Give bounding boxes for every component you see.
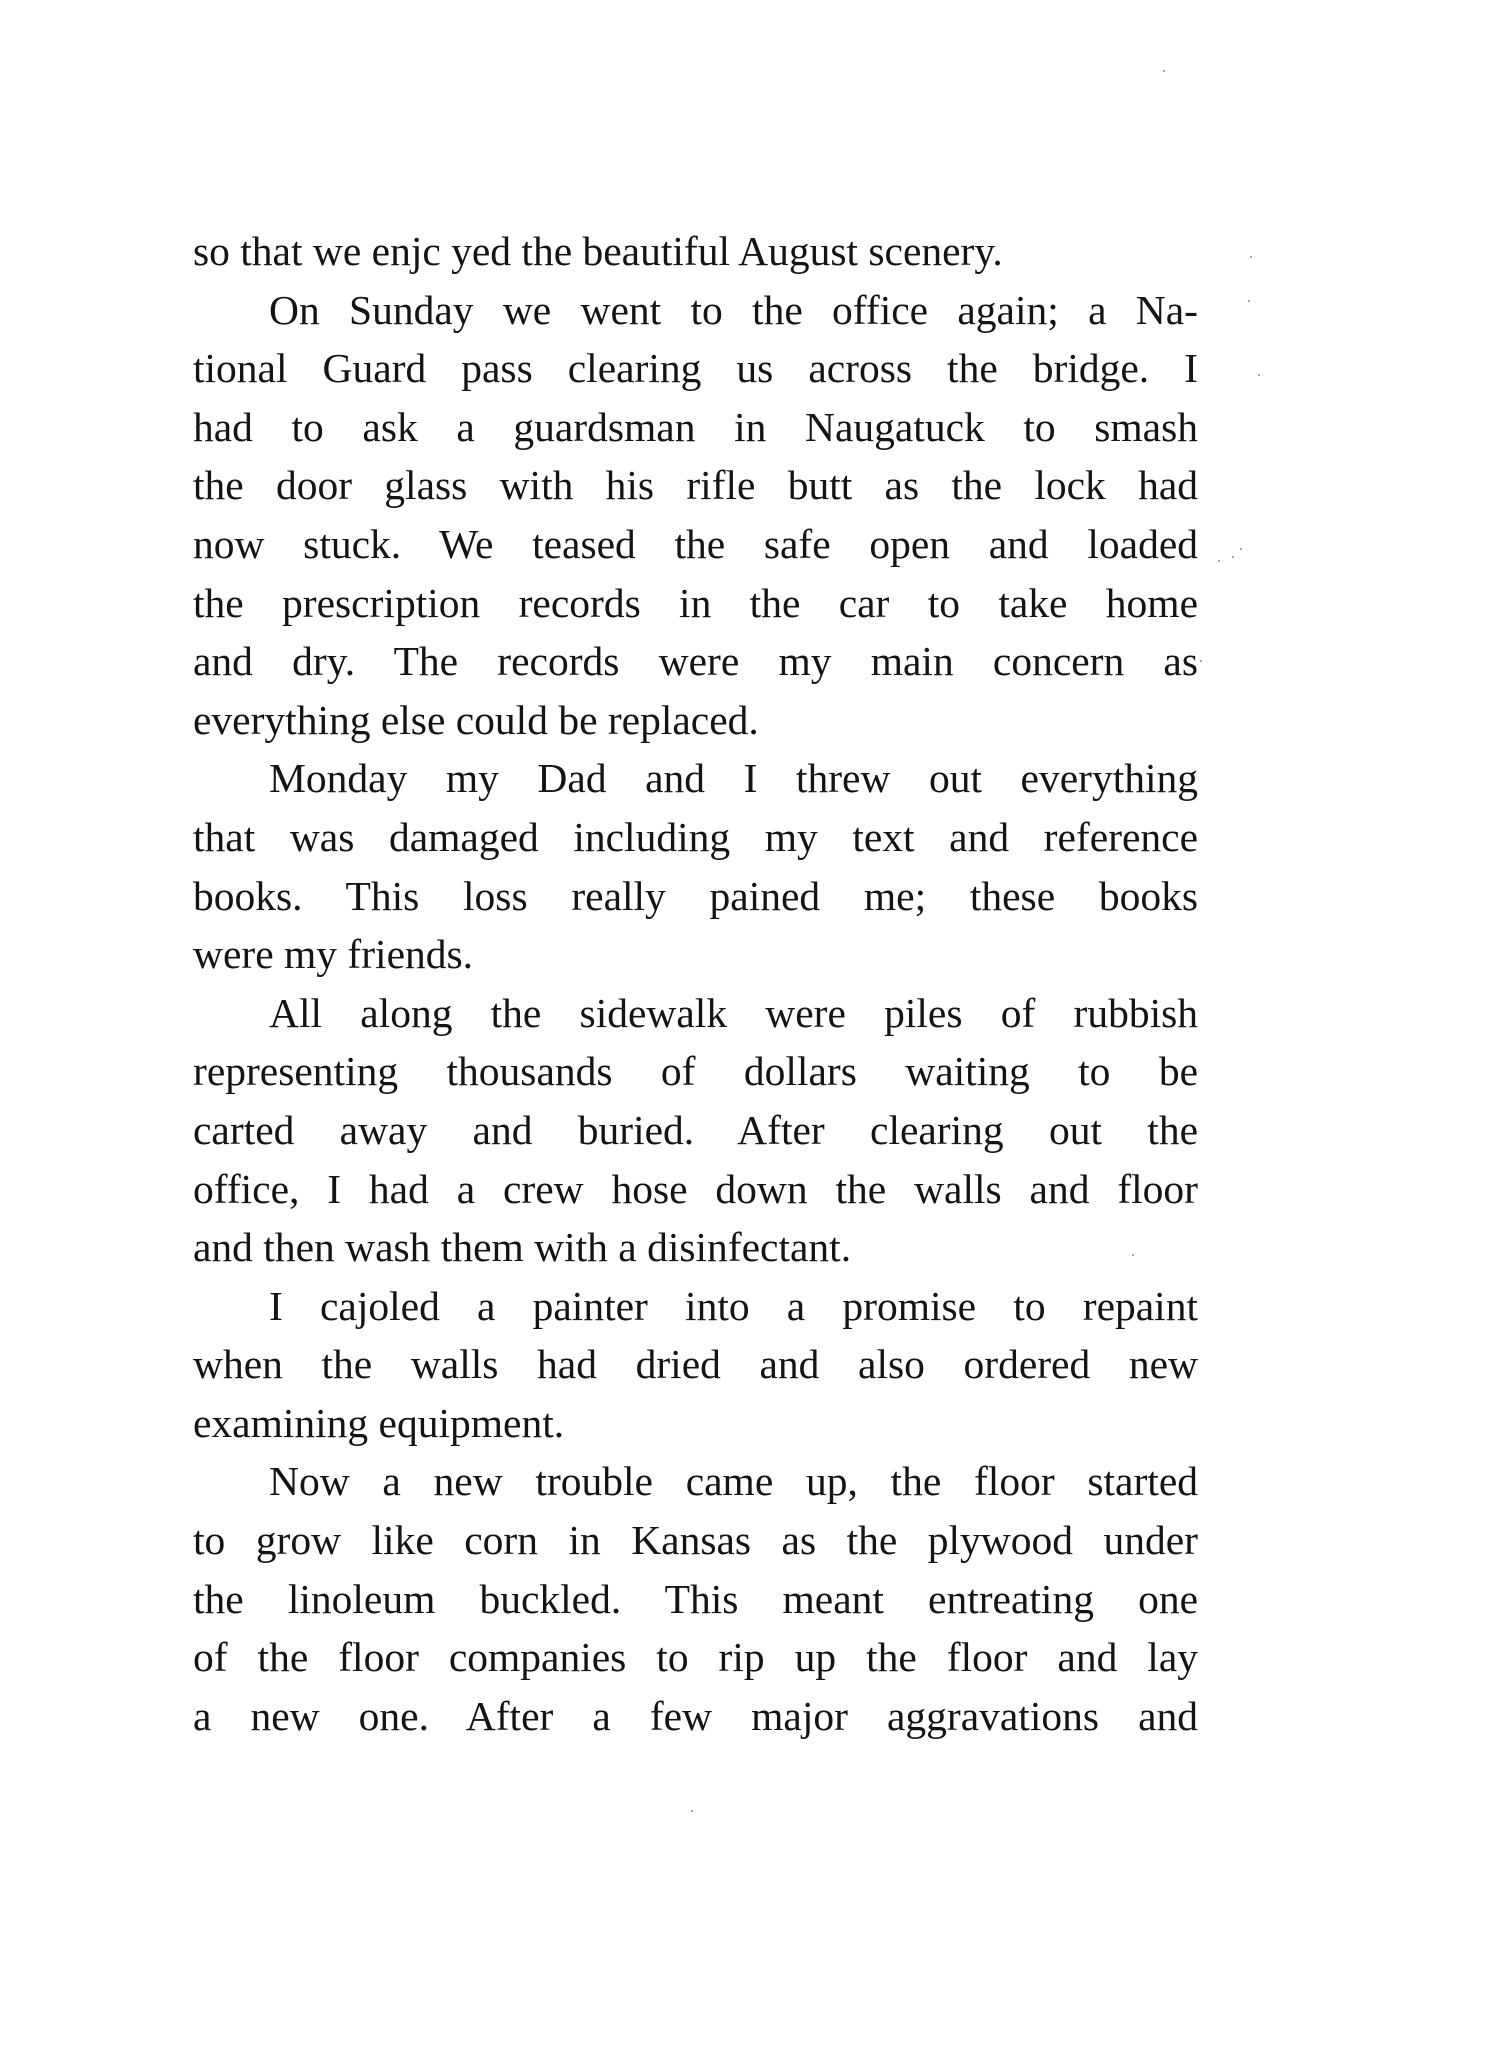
text-line: when the walls had dried and also ordered new	[193, 1341, 1198, 1388]
paragraph-first-line: On Sunday we went to the office again; a Na-	[269, 286, 1198, 333]
scan-speck	[1163, 70, 1165, 72]
text-line: a new one. After a few major aggravations and	[193, 1692, 1198, 1739]
text-line: of the floor companies to rip up the floor and lay	[193, 1634, 1198, 1681]
text-line: carted away and buried. After clearing out the	[193, 1106, 1198, 1153]
text-line: the prescription records in the car to take home	[193, 579, 1198, 626]
text-line: office, I had a crew hose down the walls and floor	[193, 1165, 1198, 1212]
text-line: now stuck. We teased the safe open and loaded	[193, 520, 1198, 567]
scan-speck	[1240, 548, 1242, 550]
paragraph-first-line: All along the sidewalk were piles of rubbish	[269, 989, 1198, 1036]
body-text	[193, 222, 1198, 1745]
text-line: that was damaged including my text and reference	[193, 813, 1198, 860]
paragraph-first-line: I cajoled a painter into a promise to repaint	[269, 1282, 1198, 1329]
scan-speck	[1250, 256, 1252, 258]
text-line: and dry. The records were my main concern as	[193, 638, 1198, 685]
text-line: the door glass with his rifle butt as the lock had	[193, 462, 1198, 509]
scan-speck	[1248, 300, 1250, 302]
scan-speck	[1132, 1254, 1134, 1256]
text-line: so that we enjc yed the beautiful August scenery.	[193, 228, 1003, 274]
text-line: and then wash them with a disinfectant.	[193, 1224, 852, 1271]
paragraph-first-line: Monday my Dad and I threw out everything	[269, 755, 1198, 802]
text-line: representing thousands of dollars waiting to be	[193, 1048, 1198, 1095]
text-line: everything else could be replaced.	[193, 696, 759, 743]
text-line: had to ask a guardsman in Naugatuck to smash	[193, 403, 1198, 450]
paragraph-first-line: Now a new trouble came up, the floor started	[269, 1458, 1198, 1505]
scan-speck	[691, 1810, 693, 1812]
text-line: to grow like corn in Kansas as the plywood under	[193, 1517, 1198, 1564]
text-line: books. This loss really pained me; these books	[193, 872, 1198, 919]
text-line: examining equipment.	[193, 1399, 565, 1446]
scan-speck	[1200, 660, 1202, 662]
text-line: tional Guard pass clearing us across the bridge. I	[193, 345, 1198, 392]
scan-speck	[1218, 560, 1220, 562]
text-line: the linoleum buckled. This meant entreating one	[193, 1575, 1198, 1622]
text-line: were my friends.	[193, 931, 474, 978]
scan-speck	[1232, 556, 1234, 558]
scan-speck	[1258, 374, 1260, 376]
